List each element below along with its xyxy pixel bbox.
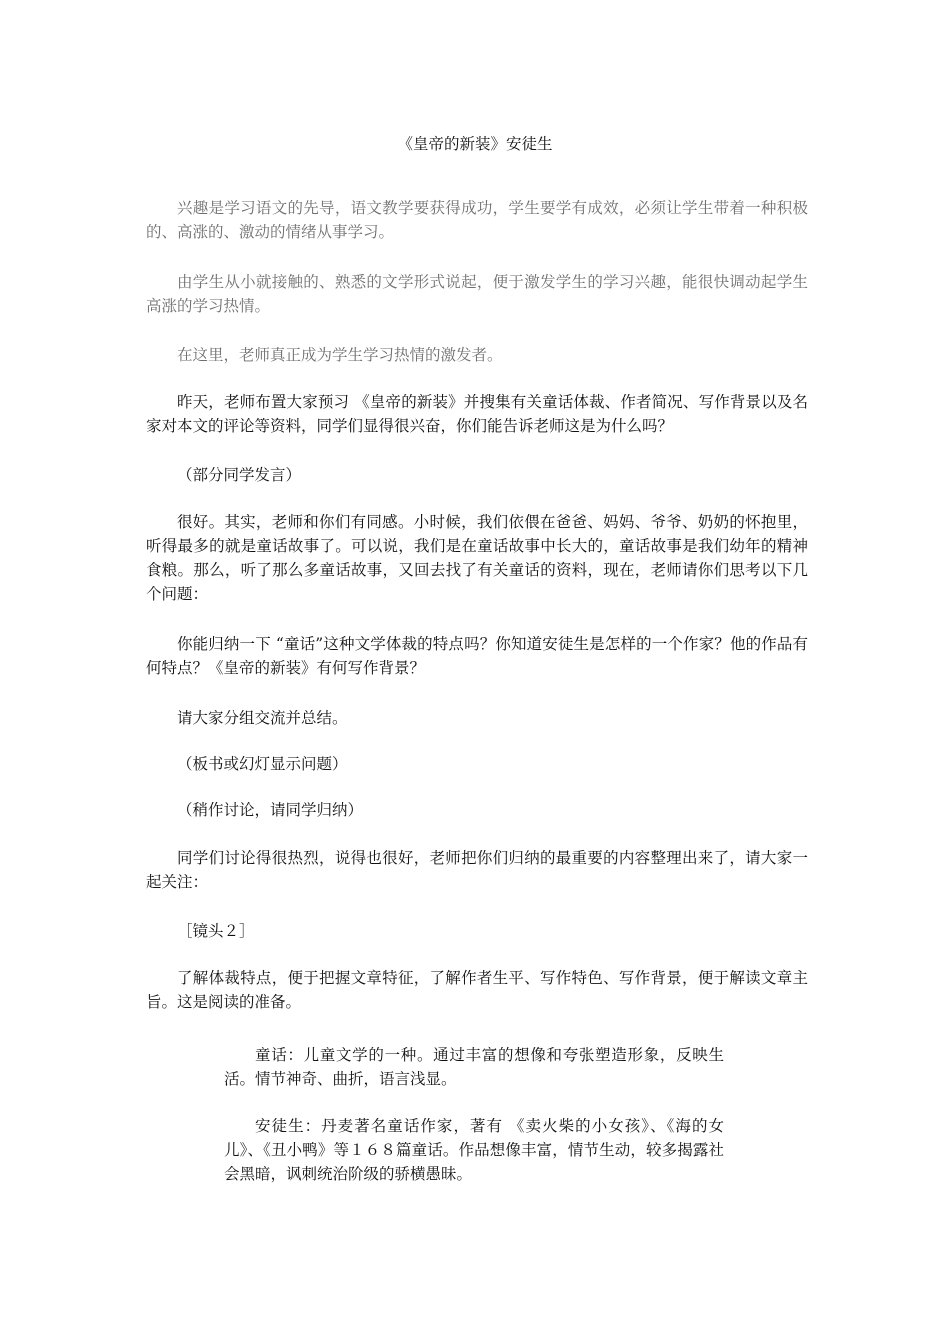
paragraph-4: 昨天，老师布置大家预习 《皇帝的新装》并搜集有关童话体裁、作者简况、写作背景以及名家对本文的评论等资料，同学们显得很兴奋，你们能告诉老师这是为什么吗？ <box>146 393 808 435</box>
paragraph-6: 很好。其实，老师和你们有同感。小时候，我们依偎在爸爸、妈妈、爷爷、奶奶的怀抱里，听得最多的就是童话故事了。可以说，我们是在童话故事中长大的，童话故事是我们幼年的精神食粮。那么，听了那么多童话故事，又回去找了有关童话的资料，现在，老师请你们思考以下几个问题： <box>146 513 808 603</box>
paragraph-3: 在这里，老师真正成为学生学习热情的激发者。 <box>177 346 503 364</box>
paragraph-1: 兴趣是学习语文的先导，语文教学要获得成功，学生要学有成效，必须让学生带着一种积极的、高涨的、激动的情绪从事学习。 <box>146 199 808 241</box>
paragraph-12: ［镜头２］ <box>177 922 255 940</box>
paragraph-9: （板书或幻灯显示问题） <box>177 755 348 773</box>
paragraph-5: （部分同学发言） <box>177 466 302 484</box>
note-fairy-tale: 童话：儿童文学的一种。通过丰富的想像和夸张塑造形象，反映生活。情节神奇、曲折，语言浅显。 <box>224 1046 724 1088</box>
document-title: 《皇帝的新装》安徒生 <box>397 135 553 153</box>
paragraph-7: 你能归纳一下 “童话”这种文学体裁的特点吗？你知道安徒生是怎样的一个作家？他的作品有何特点？《皇帝的新装》有何写作背景？ <box>146 635 808 677</box>
paragraph-8: 请大家分组交流并总结。 <box>177 709 348 727</box>
note-andersen: 安徒生：丹麦著名童话作家，著有 《卖火柴的小女孩》、《海的女儿》、《丑小鸭》等１６８篇童话。作品想像丰富，情节生动，较多揭露社会黑暗，讽刺统治阶级的骄横愚昧。 <box>224 1117 724 1183</box>
paragraph-10: （稍作讨论，请同学归纳） <box>177 801 364 819</box>
paragraph-11: 同学们讨论得很热烈，说得也很好，老师把你们归纳的最重要的内容整理出来了，请大家一起关注： <box>146 849 808 891</box>
paragraph-2: 由学生从小就接触的、熟悉的文学形式说起，便于激发学生的学习兴趣，能很快调动起学生高涨的学习热情。 <box>146 273 808 315</box>
paragraph-13: 了解体裁特点，便于把握文章特征，了解作者生平、写作特色、写作背景，便于解读文章主旨。这是阅读的准备。 <box>146 969 808 1011</box>
